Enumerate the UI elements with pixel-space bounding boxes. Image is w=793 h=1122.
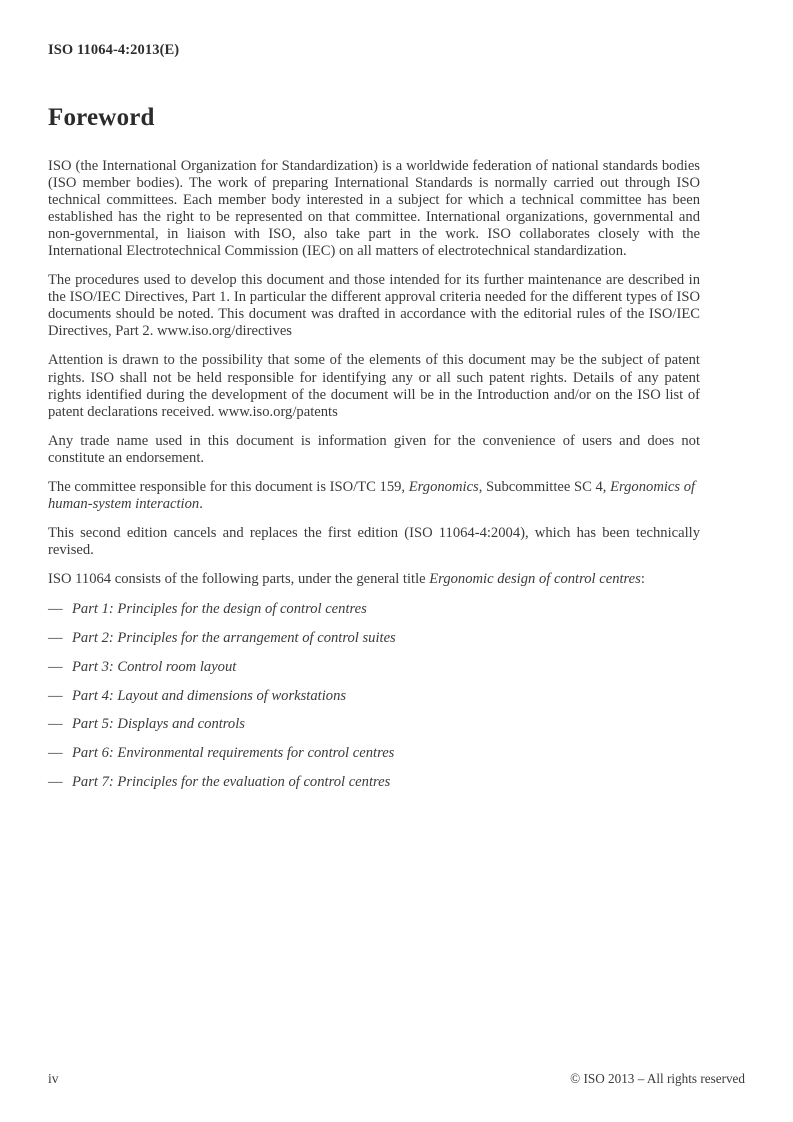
- committee-text-mid: , Subcommittee SC 4,: [478, 479, 611, 495]
- em-dash-bullet-icon: —: [48, 687, 63, 704]
- list-item: [48, 601, 700, 618]
- list-item: [48, 630, 700, 647]
- page-content: [48, 104, 700, 802]
- list-item-label: Part 1: Principles for the design of control centres: [72, 601, 367, 618]
- parts-intro-general-title-italic: Ergonomic design of control centres: [429, 571, 641, 588]
- committee-subcommittee-italic: Ergonomics of human-system interaction: [48, 479, 696, 513]
- paragraph-iso-definition: ISO (the International Organization for Standardization) is a worldwide federation of national standards bodies (ISO member bodies). The work of preparing International Standards is normally carried out through ISO technical committees. Each member body interested in a subject for which a technical committee has been established has the right to be represented on that committee. International organizations, governmental and non-governmental, in liaison with ISO, also take part in the work. ISO collaborates closely with the International Electrotechnical Commission (IEC) on all matters of electrotechnical standardization.: [48, 157, 700, 259]
- list-item-label: Part 2: Principles for the arrangement of control suites: [72, 630, 396, 647]
- list-item: [48, 774, 700, 791]
- committee-text-end: .: [199, 496, 203, 513]
- list-item: [48, 688, 700, 705]
- paragraph-committee: [48, 479, 700, 513]
- paragraph-parts-intro: [48, 571, 700, 588]
- em-dash-bullet-icon: —: [48, 601, 63, 618]
- parts-list: [48, 601, 700, 790]
- paragraph-trade-name: Any trade name used in this document is information given for the convenience of users and does not constitute an endorsement.: [48, 432, 700, 466]
- paragraph-patent-rights: Attention is drawn to the possibility that some of the elements of this document may be the subject of patent rights. ISO shall not be held responsible for identifying any or all such patent rights. Details of any patent rights identified during the development of the document will be in the Introduction and/or on the ISO list of patent declarations received. www.iso.org/patents: [48, 352, 700, 420]
- list-item: [48, 659, 700, 676]
- list-item-label: Part 6: Environmental requirements for control centres: [72, 744, 395, 761]
- list-item: [48, 716, 700, 733]
- parts-intro-lead: ISO 11064 consists of the following parts, under the general title: [48, 571, 430, 588]
- list-item-label: Part 7: Principles for the evaluation of control centres: [72, 773, 391, 790]
- em-dash-bullet-icon: —: [48, 773, 63, 790]
- paragraph-second-edition: This second edition cancels and replaces the first edition (ISO 11064-4:2004), which has been technically revised.: [48, 525, 700, 559]
- em-dash-bullet-icon: —: [48, 630, 63, 647]
- running-head: ISO 11064-4:2013(E): [48, 42, 180, 58]
- em-dash-bullet-icon: —: [48, 744, 63, 761]
- em-dash-bullet-icon: —: [48, 716, 63, 733]
- page-footer: [48, 1071, 745, 1091]
- em-dash-bullet-icon: —: [48, 658, 63, 675]
- committee-ergonomics-italic: Ergonomics: [408, 479, 479, 495]
- page-number: iv: [48, 1071, 59, 1086]
- list-item: [48, 745, 700, 762]
- list-item-label: Part 5: Displays and controls: [72, 716, 245, 733]
- list-item-label: Part 4: Layout and dimensions of workstations: [72, 687, 347, 704]
- copyright-notice: © ISO 2013 – All rights reserved: [570, 1071, 745, 1086]
- list-item-label: Part 3: Control room layout: [72, 658, 237, 675]
- committee-text-lead: The committee responsible for this document is ISO/TC 159,: [48, 479, 409, 495]
- paragraph-procedures: The procedures used to develop this document and those intended for its further maintenance are described in the ISO/IEC Directives, Part 1. In particular the different approval criteria needed for the different types of ISO documents should be noted. This document was drafted in accordance with the editorial rules of the ISO/IEC Directives, Part 2. www.iso.org/directives: [48, 272, 700, 340]
- parts-intro-end: :: [640, 571, 645, 588]
- page-title: Foreword: [48, 104, 155, 131]
